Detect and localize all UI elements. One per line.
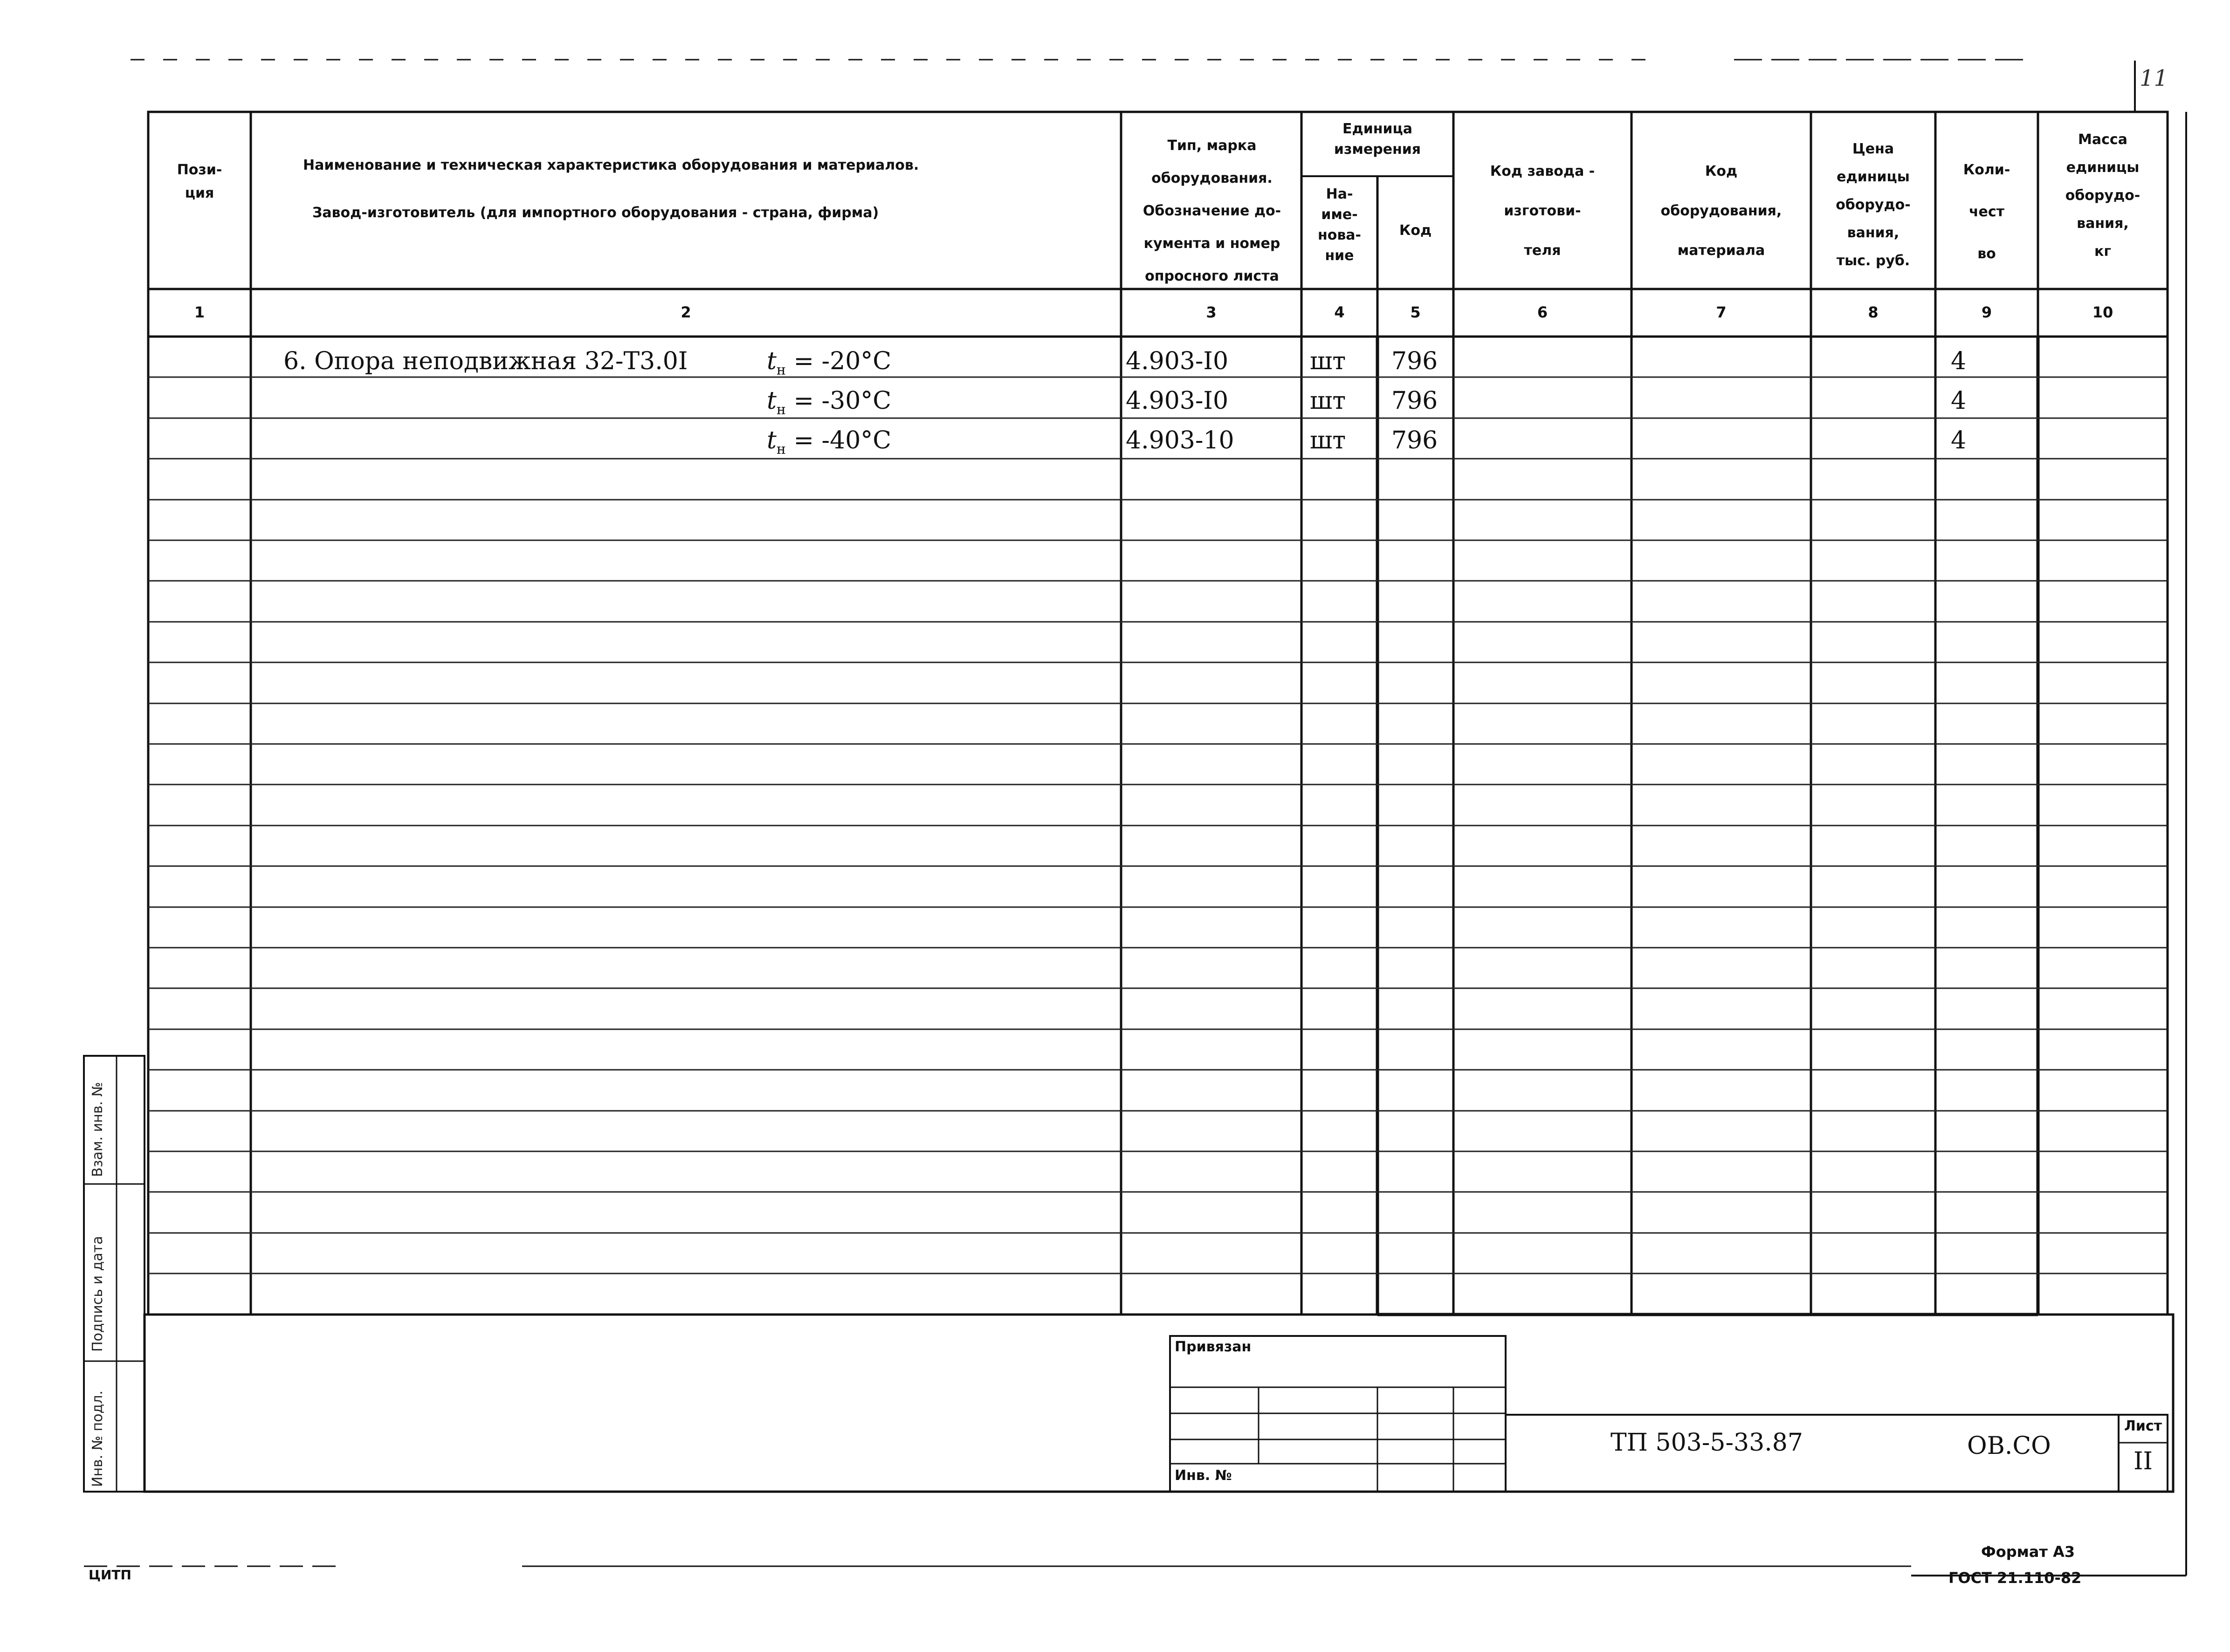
side-label-replace-inv: Взам. инв. № <box>89 1082 106 1177</box>
type-designation: 4.903-I0 <box>1126 347 1229 375</box>
colnum-9: 9 <box>1981 303 1992 321</box>
temp-value: = -40 <box>793 427 861 454</box>
sheet-label: Лист <box>2124 1418 2162 1434</box>
unit-name: шт <box>1310 427 1346 454</box>
temp-symbol: t <box>767 427 777 454</box>
unit-code: 796 <box>1391 427 1438 454</box>
colnum-3: 3 <box>1206 303 1217 321</box>
temp-subscript: н <box>776 362 786 379</box>
quantity: 4 <box>1951 387 1967 415</box>
temp-value: = -30 <box>793 387 861 415</box>
unit-code: 796 <box>1391 387 1438 415</box>
header-name-factory: Завод-изготовитель (для импортного оборудования - страна, фирма) <box>312 205 879 221</box>
unit-code: 796 <box>1391 347 1438 375</box>
colnum-1: 1 <box>194 303 205 321</box>
unit-name: шт <box>1310 347 1346 375</box>
header-name: Наименование и техническая характеристика оборудования и материалов. <box>303 157 919 173</box>
item-name: 6. Опора неподвижная 32-Т3.0I <box>283 347 688 375</box>
colnum-4: 4 <box>1334 303 1345 321</box>
gost-label: ГОСТ 21.110-82 <box>1948 1569 2082 1587</box>
side-label-inv-original: Инв. № подл. <box>89 1390 106 1487</box>
colnum-7: 7 <box>1716 303 1727 321</box>
header-unit: Единица измерения <box>1334 121 1421 158</box>
temp-subscript: н <box>776 401 786 418</box>
temperature <box>767 427 891 463</box>
quantity: 4 <box>1951 427 1967 454</box>
temp-symbol: t <box>767 347 777 375</box>
unit-name: шт <box>1310 387 1346 415</box>
colnum-10: 10 <box>2092 303 2113 321</box>
colnum-8: 8 <box>1868 303 1879 321</box>
quantity: 4 <box>1951 347 1967 375</box>
format-label: Формат А3 <box>1981 1543 2075 1561</box>
temp-value: = -20 <box>793 347 861 375</box>
side-label-signature: Подпись и дата <box>89 1236 106 1352</box>
colnum-6: 6 <box>1537 303 1548 321</box>
temperature <box>767 387 891 424</box>
stamp-inv-label: Инв. № <box>1175 1467 1232 1484</box>
header-position: Пози- ция <box>177 162 222 201</box>
type-designation: 4.903-I0 <box>1126 387 1229 415</box>
header-qty: Коли- чест во <box>1963 162 2010 262</box>
header-unit-name: На- име- нова- ние <box>1317 186 1362 264</box>
header-factory-code: Код завода - изготови- теля <box>1490 163 1595 259</box>
document-designation: ТП 503-5-33.87 <box>1611 1429 1803 1457</box>
header-price: Цена единицы оборудо- вания, тыс. руб. <box>1836 141 1911 269</box>
header-type: Тип, марка оборудования. Обозначение до- кумента и номер опросного листа <box>1143 138 1281 284</box>
page-number: 11 <box>2140 65 2168 91</box>
temperature <box>767 347 891 384</box>
type-designation: 4.903-10 <box>1126 427 1234 454</box>
temp-symbol: t <box>767 387 777 415</box>
section-code: ОВ.СО <box>1967 1432 2051 1460</box>
header-unit-code: Код <box>1399 222 1432 239</box>
colnum-2: 2 <box>681 303 691 321</box>
temp-unit: °C <box>860 387 892 415</box>
header-equipment-code: Код оборудования, материала <box>1660 163 1782 259</box>
temp-subscript: н <box>776 441 786 458</box>
header-mass: Масса единицы оборудо- вания, кг <box>2065 131 2141 260</box>
temp-unit: °C <box>860 347 892 375</box>
stamp-bound-label: Привязан <box>1175 1339 1252 1355</box>
colnum-5: 5 <box>1410 303 1421 321</box>
footer-left-code: ЦИТП <box>89 1567 131 1583</box>
temp-unit: °C <box>860 427 892 454</box>
sheet-number: II <box>2133 1447 2153 1475</box>
